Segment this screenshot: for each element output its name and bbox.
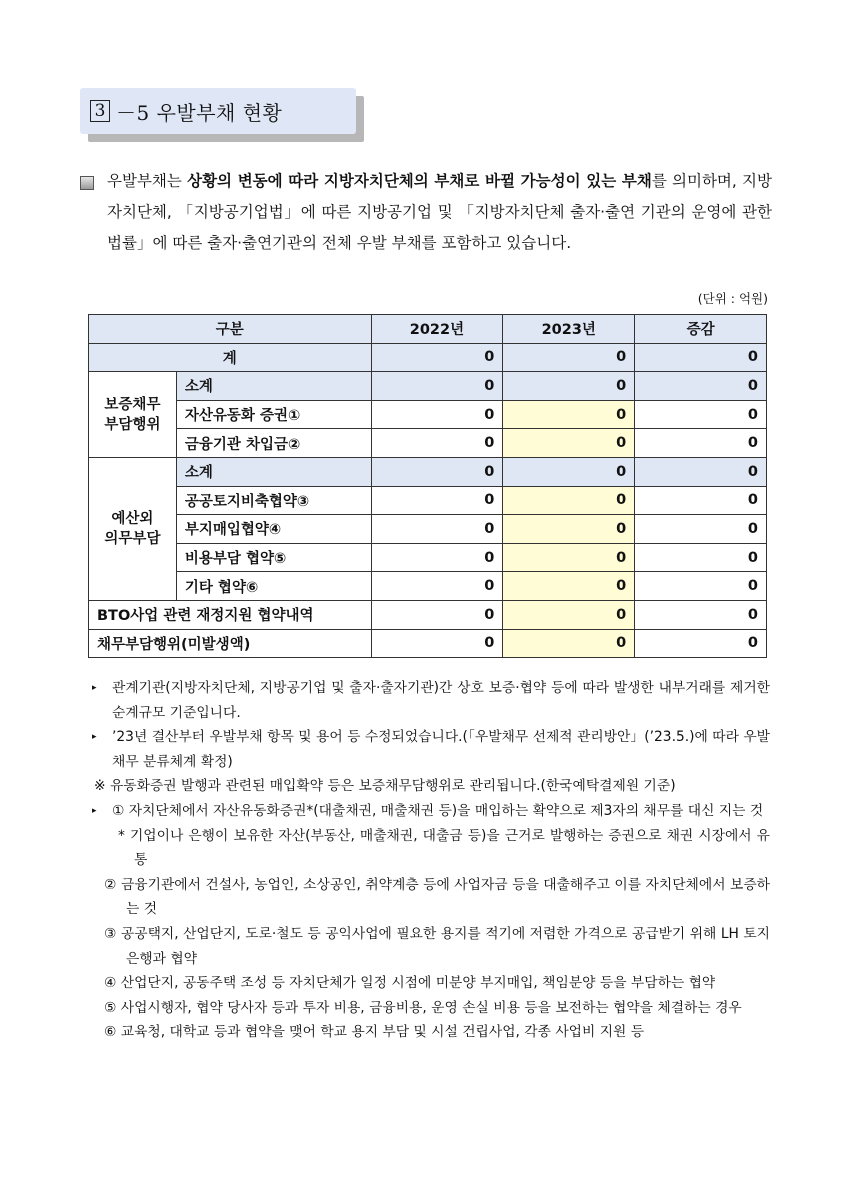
row-label: 기타 협약⑥ [176, 572, 371, 601]
cell-value: 0 [635, 400, 767, 429]
cell-value: 0 [371, 629, 503, 658]
footnote-item [92, 774, 770, 799]
table-row [89, 372, 767, 401]
triangle-bullet-icon: ▸ [92, 732, 97, 743]
row-label: 소계 [176, 457, 371, 486]
intro-bold-text: 상황의 변동에 따라 지방자치단체의 부채로 바뀔 가능성이 있는 부채 [187, 172, 652, 190]
cell-value: 0 [371, 457, 503, 486]
cell-value: 0 [635, 372, 767, 401]
cell-value: 0 [371, 515, 503, 544]
footnotes [92, 676, 770, 1045]
triangle-bullet-icon: ▸ [92, 683, 97, 693]
table-row [89, 543, 767, 572]
section-number: 3 [90, 100, 110, 122]
intro-text-2: 를 의미하며, 지방자치단체, 「지방공기업법」에 따른 지방공기업 및 「지방자치단체 출자·출연 기관의 운영에 관한 법률」에 따른 출자·출연기관의 전체 우발 부채를 포함하고 있습니다. [107, 172, 773, 252]
cell-value: 0 [635, 515, 767, 544]
cell-value: 0 [371, 486, 503, 515]
cell-value: 0 [503, 457, 635, 486]
group-label: 보증채무 부담행위 [89, 372, 177, 458]
group-label: 예산외 의무부담 [89, 457, 177, 600]
cell-value: 0 [503, 486, 635, 515]
row-label: 계 [89, 343, 372, 372]
triangle-bullet-icon: ▸ [92, 805, 97, 816]
cell-value: 0 [371, 343, 503, 372]
unit-label: (단위 : 억원) [697, 291, 768, 306]
cell-value: 0 [635, 457, 767, 486]
row-label: BTO사업 관련 재정지원 협약내역 [89, 600, 372, 629]
row-label: 공공토지비축협약③ [176, 486, 371, 515]
cell-value: 0 [635, 486, 767, 515]
cell-value: 0 [503, 515, 635, 544]
cell-value: 0 [371, 400, 503, 429]
footnote-text: ’23년 결산부터 우발부채 항목 및 용어 등 수정되었습니다.(「우발채무 선제적 관리방안」(’23.5.)에 따라 우발채무 분류체계 확정) [112, 729, 770, 770]
row-label: 비용부담 협약⑤ [176, 543, 371, 572]
footnote-item: ③ 공공택지, 산업단지, 도로·철도 등 공익사업에 필요한 용지를 적기에 저렴한 가격으로 공급받기 위해 LH 토지은행과 협약 [104, 925, 770, 967]
footnote-text: ① 자치단체에서 자산유동화증권*(대출채권, 매출채권 등)을 매입하는 확약으로 제3자의 채무를 대신 지는 것 [112, 802, 764, 819]
cell-value: 0 [635, 429, 767, 458]
cell-value: 0 [371, 543, 503, 572]
title-background [80, 88, 356, 134]
cell-value: 0 [635, 572, 767, 601]
header-2023: 2023년 [503, 315, 635, 344]
header-change: 증감 [635, 315, 767, 344]
header-2022: 2022년 [371, 315, 503, 344]
cell-value: 0 [503, 429, 635, 458]
table-row [89, 486, 767, 515]
cell-value: 0 [503, 543, 635, 572]
footnote-item: ② 금융기관에서 건설사, 농업인, 소상공인, 취약계층 등에 사업자금 등을 대출해주고 이를 자치단체에서 보증하는 것 [104, 876, 770, 918]
cell-value: 0 [635, 543, 767, 572]
header-category: 구분 [89, 315, 372, 344]
footnote-item: ⑤ 사업시행자, 협약 당사자 등과 투자 비용, 금융비용, 운영 손실 비용 등을 보전하는 협약을 체결하는 경우 [104, 999, 742, 1016]
table-row [89, 457, 767, 486]
footnote-text: 관계기관(지방자치단체, 지방공기업 및 출자·출자기관)간 상호 보증·협약 등에 따라 발생한 내부거래를 제거한 순계규모 기준입니다. [112, 680, 770, 721]
cell-value: 0 [371, 600, 503, 629]
table-row [89, 515, 767, 544]
row-label: 자산유동화 증권① [176, 400, 371, 429]
footnote-item: ④ 산업단지, 공동주택 조성 등 자치단체가 일정 시점에 미분양 부지매입, 책임분양 등을 부담하는 협약 [104, 975, 716, 992]
contingent-liability-table [88, 314, 767, 658]
intro-paragraph [107, 166, 772, 259]
cell-value: 0 [635, 343, 767, 372]
table-row [89, 429, 767, 458]
row-label: 소계 [176, 372, 371, 401]
footnote-item [92, 725, 770, 774]
footnote-text: ※ 유동화증권 발행과 관련된 매입확약 등은 보증채무담행위로 관리됩니다.(한국예탁결제원 기준) [94, 778, 676, 795]
cell-value: 0 [503, 572, 635, 601]
section-title: －5 우발부채 현황 [116, 100, 283, 125]
cell-value: 0 [503, 372, 635, 401]
cell-value: 0 [503, 343, 635, 372]
cell-value: 0 [371, 429, 503, 458]
cell-value: 0 [503, 400, 635, 429]
cell-value: 0 [503, 629, 635, 658]
table-row-total [89, 343, 767, 372]
cell-value: 0 [503, 600, 635, 629]
row-label: 금융기관 차입금② [176, 429, 371, 458]
footnote-item [92, 676, 770, 725]
table-header-row [89, 315, 767, 344]
intro-text-1: 우발부채는 [107, 172, 188, 190]
square-bullet-icon [80, 176, 94, 190]
footnote-item: ⑥ 교육청, 대학교 등과 협약을 맺어 학교 용지 부담 및 시설 건립사업, 각종 사업비 지원 등 [104, 1024, 645, 1041]
cell-value: 0 [635, 629, 767, 658]
row-label: 부지매입협약④ [176, 515, 371, 544]
cell-value: 0 [371, 372, 503, 401]
section-title-box [80, 88, 356, 134]
footnote-item: * 기업이나 은행이 보유한 자산(부동산, 매출채권, 대출금 등)을 근거로 발행하는 증권으로 채권 시장에서 유통 [118, 827, 770, 869]
table-row-bto [89, 600, 767, 629]
table-row-debt [89, 629, 767, 658]
row-label: 채무부담행위(미발생액) [89, 629, 372, 658]
table-row [89, 572, 767, 601]
cell-value: 0 [371, 572, 503, 601]
cell-value: 0 [635, 600, 767, 629]
footnote-item [92, 799, 770, 824]
table-row [89, 400, 767, 429]
